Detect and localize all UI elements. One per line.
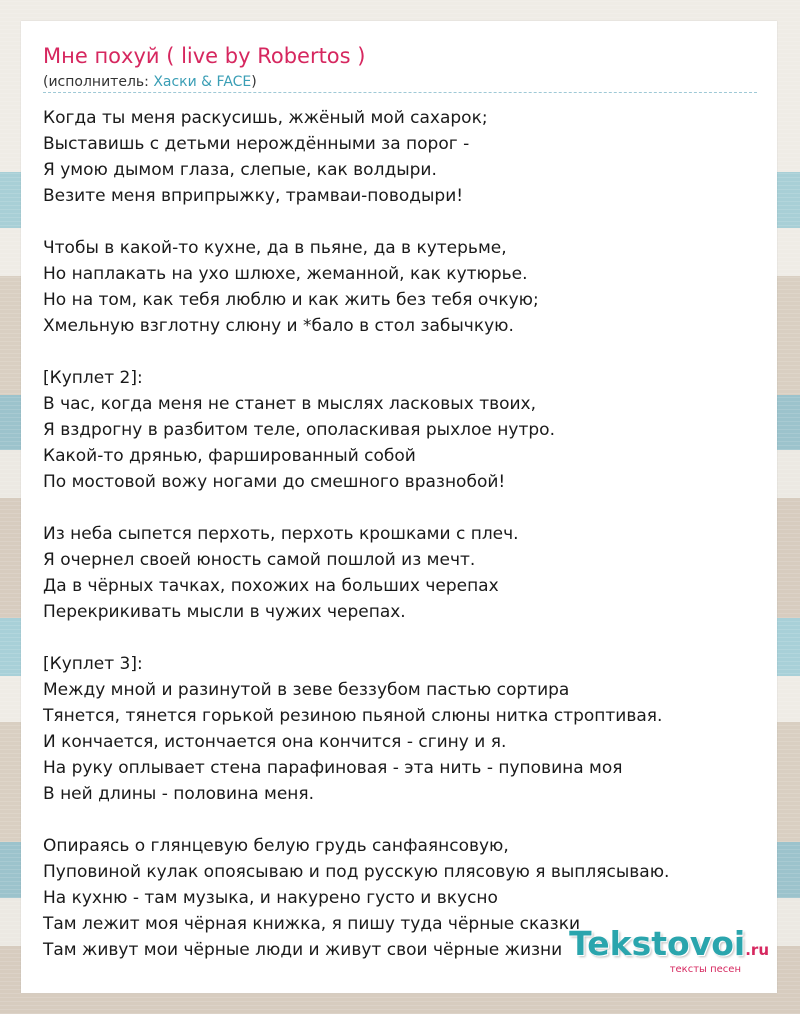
lyric-line: Тянется, тянется горькой резиною пьяной слюны нитка строптивая. <box>43 706 663 726</box>
lyric-line: Чтобы в какой-то кухне, да в пьяне, да в кутерьме, <box>43 238 507 258</box>
logo-main-text: Tekstovoi <box>569 924 746 963</box>
artist-prefix: (исполнитель: <box>43 74 154 90</box>
stanza-break <box>43 495 763 521</box>
lyric-line: Везите меня вприпрыжку, трамваи-поводыри! <box>43 186 464 206</box>
artist-suffix: ) <box>251 74 257 90</box>
lyric-line: В час, когда меня не станет в мыслях ласковых твоих, <box>43 394 537 414</box>
lyric-line: [Куплет 2]: <box>43 368 143 388</box>
lyric-line: Когда ты меня раскусишь, жжёный мой сахарок; <box>43 108 488 128</box>
artist-link[interactable]: Хаски & FACE <box>153 74 252 90</box>
lyric-line: Перекрикивать мысли в чужих черепах. <box>43 602 406 622</box>
lyric-line: По мостовой вожу ногами до смешного вразнобой! <box>43 472 506 492</box>
logo-wordmark <box>569 924 769 967</box>
stanza-break <box>43 339 763 365</box>
lyrics-text <box>43 105 763 963</box>
song-title: Мне похуй ( live by Robertos ) <box>43 44 366 68</box>
stanza-break <box>43 807 763 833</box>
site-logo[interactable] <box>569 924 769 975</box>
lyric-line: На руку оплывает стена парафиновая - эта нить - пуповина моя <box>43 758 623 778</box>
lyric-line: И кончается, истончается она кончится - сгину и я. <box>43 732 507 752</box>
lyric-line: Пуповиной кулак опоясываю и под русскую плясовую я выплясываю. <box>43 862 670 882</box>
lyric-line: Хмельную взглотну слюну и *бало в стол забычкую. <box>43 316 514 336</box>
lyric-line: Я умою дымом глаза, слепые, как волдыри. <box>43 160 437 180</box>
lyric-line: На кухню - там музыка, и накурено густо и вкусно <box>43 888 498 908</box>
lyric-line: Какой-то дрянью, фаршированный собой <box>43 446 416 466</box>
lyric-line: Между мной и разинутой в зеве беззубом пастью сортира <box>43 680 570 700</box>
title-divider <box>43 92 757 93</box>
lyric-line: Там лежит моя чёрная книжка, я пишу туда чёрные сказки <box>43 914 581 934</box>
logo-tld: .ru <box>745 941 769 959</box>
lyric-line: В ней длины - половина меня. <box>43 784 315 804</box>
lyric-line: Да в чёрных тачках, похожих на больших черепах <box>43 576 499 596</box>
logo-tagline: тексты песен <box>669 964 741 975</box>
lyric-line: Но на том, как тебя люблю и как жить без тебя очкую; <box>43 290 539 310</box>
lyrics-card <box>21 21 777 993</box>
stanza-break <box>43 625 763 651</box>
lyric-line: Опираясь о глянцевую белую грудь санфаянсовую, <box>43 836 509 856</box>
lyric-line: Там живут мои чёрные люди и живут свои чёрные жизни <box>43 940 563 960</box>
lyric-line: Выставишь с детьми нерождёнными за порог - <box>43 134 470 154</box>
lyric-line: Но наплакать на ухо шлюхе, жеманной, как кутюрье. <box>43 264 528 284</box>
stanza-break <box>43 209 763 235</box>
lyric-line: Я очернел своей юность самой пошлой из мечт. <box>43 550 476 570</box>
lyric-line: Из неба сыпется перхоть, перхоть крошками с плеч. <box>43 524 519 544</box>
lyric-line: [Куплет 3]: <box>43 654 143 674</box>
lyric-line: Я вздрогну в разбитом теле, ополаскивая рыхлое нутро. <box>43 420 555 440</box>
artist-line <box>43 73 257 91</box>
